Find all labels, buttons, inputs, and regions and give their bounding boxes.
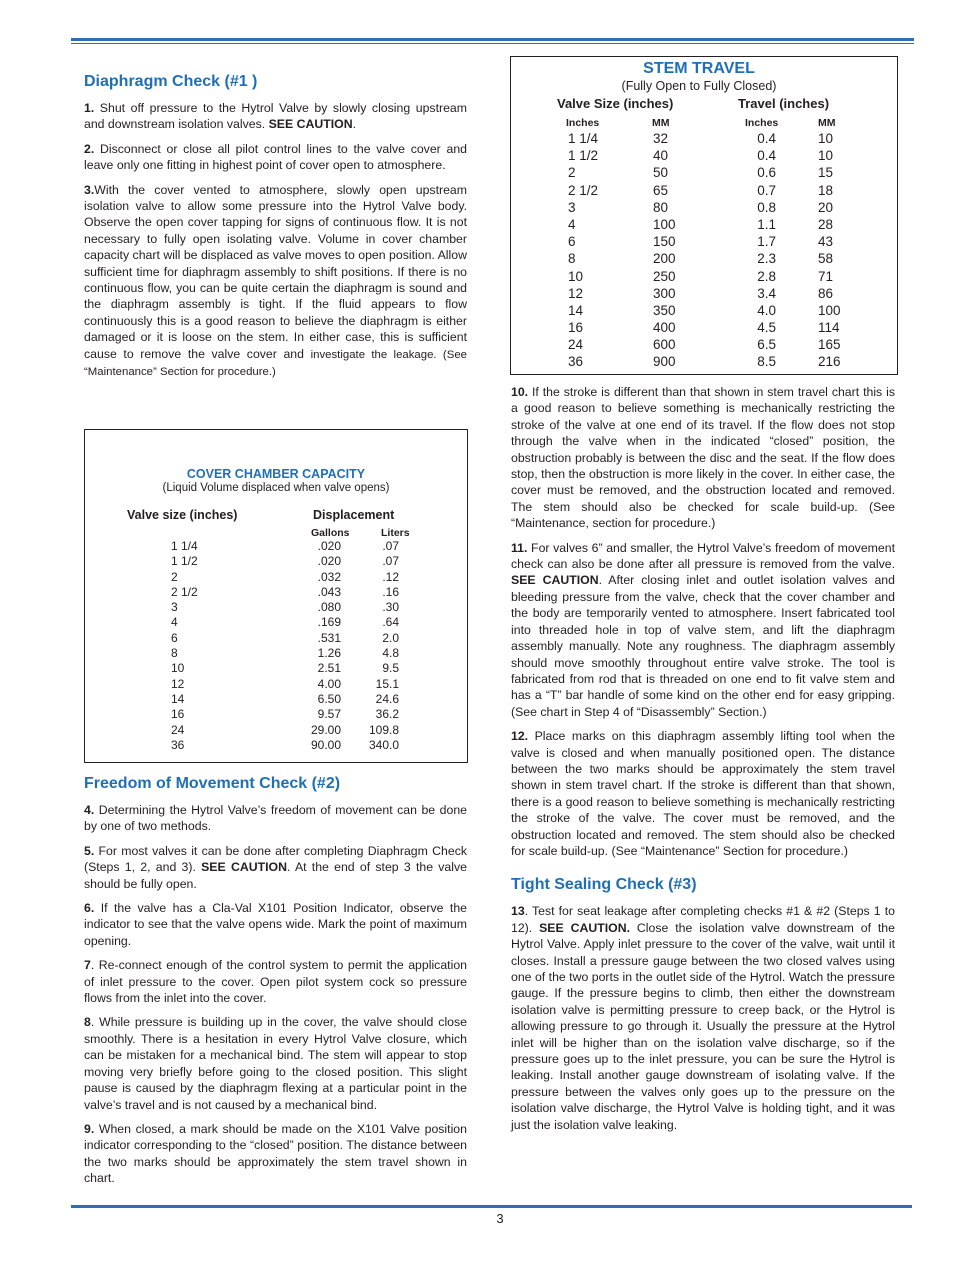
cell-liters: 2.0 — [382, 630, 399, 645]
step-12 — [511, 728, 895, 859]
cell-liters: 15.1 — [375, 676, 399, 691]
cell-valve-size: 8 — [171, 646, 178, 661]
cell-valve-size: 2 — [171, 569, 178, 584]
cell-valve-inches: 6 — [568, 234, 576, 250]
step-text: When closed, a mark should be made on the X101 Valve position indicator corresponding to the “closed” position. The distance between the two marks should be approximately the stem travel shown in chart. — [84, 1121, 467, 1186]
column-header-valve-size: Valve size (inches) — [127, 508, 238, 522]
caution-label: SEE CAUTION — [268, 117, 353, 132]
table-row — [85, 615, 467, 630]
table-row — [511, 302, 897, 319]
step-text: . At the end of step 3 the valve should be fully open. — [84, 860, 467, 891]
cell-valve-size: 1 1/2 — [171, 554, 198, 569]
cell-valve-inches: 2 1/2 — [568, 182, 599, 198]
table-subtitle: (Liquid Volume displaced when valve opens) — [162, 482, 390, 494]
caution-label: SEE CAUTION — [201, 860, 287, 875]
cell-gallons: .169 — [317, 615, 341, 630]
cell-travel-mm: 28 — [818, 216, 834, 232]
table-row — [85, 738, 467, 753]
caution-label: SEE CAUTION — [511, 573, 599, 588]
column-header-valve-size: Valve Size (inches) — [557, 96, 674, 111]
cell-travel-inches: 8.5 — [757, 354, 776, 370]
table-body — [85, 539, 467, 753]
cell-travel-inches: 0.7 — [757, 182, 776, 198]
left-column-lower — [84, 774, 467, 1195]
table-row — [511, 130, 897, 147]
cell-travel-mm: 20 — [818, 199, 834, 215]
cell-gallons: .032 — [317, 569, 341, 584]
table-row — [85, 677, 467, 692]
cell-gallons: .531 — [317, 630, 341, 645]
table-subtitle: (Fully Open to Fully Closed) — [621, 79, 777, 93]
step-text: For most valves it can be done after completing Diaphragm Check (Steps 1, 2, and 3). — [84, 843, 467, 875]
cell-valve-mm: 100 — [653, 216, 676, 232]
table-title: STEM TRAVEL — [643, 60, 755, 77]
cell-valve-inches: 14 — [568, 302, 584, 318]
cell-travel-inches: 3.4 — [757, 285, 776, 301]
step-text: . — [352, 117, 357, 132]
step-number: 7 — [84, 958, 91, 973]
table-row — [85, 631, 467, 646]
cell-valve-mm: 900 — [653, 354, 676, 370]
cell-gallons: .080 — [317, 600, 341, 615]
bottom-rule — [71, 1205, 912, 1208]
cell-valve-size: 36 — [171, 737, 185, 752]
step-number: 2. — [84, 141, 95, 156]
step-number: 10. — [511, 385, 529, 399]
step-text: With the cover vented to atmosphere, slowly open upstream isolation valve to allow some pressure into the Hytrol Valve body. Observe the open cover tapping for signs of continuous flow. It is not necessary to fully open isolating valve. Volume in cover chamber capacity chart will be displaced as valve moves to open position. Allow sufficient time for diaphragm assembly to shift positions. If there is no continuous flow, you can be quite certain the diaphragm is sound and the diaphragm assembly is tight. If the fluid appears to flow continuously this is a good reason to believe the diaphragm is either damaged or it is loose on the stem. In either case, this is sufficient cause to remove the valve cover and — [84, 182, 467, 361]
cell-gallons: 6.50 — [317, 691, 341, 706]
table-row — [85, 692, 467, 707]
cell-valve-mm: 50 — [653, 165, 669, 181]
cell-travel-inches: 2.3 — [757, 251, 776, 267]
cell-valve-inches: 10 — [568, 268, 584, 284]
cell-travel-inches: 4.0 — [757, 302, 776, 318]
step-8 — [84, 1014, 467, 1112]
cell-liters: .30 — [382, 600, 399, 615]
left-column-upper — [84, 72, 467, 389]
table-row — [85, 554, 467, 569]
table-row — [511, 216, 897, 233]
step-2 — [84, 141, 467, 174]
column-header-displacement: Displacement — [313, 508, 395, 522]
cell-travel-mm: 165 — [818, 337, 841, 353]
cell-liters: 36.2 — [375, 707, 399, 722]
cell-valve-size: 2 1/2 — [171, 584, 198, 599]
table-row — [85, 707, 467, 722]
step-text: Determining the Hytrol Valve’s freedom of movement can be done by one of two methods. — [84, 803, 467, 834]
step-3 — [84, 182, 467, 381]
top-rule — [71, 38, 914, 41]
table-row — [511, 285, 897, 302]
table-row — [511, 164, 897, 181]
step-number: 6. — [84, 901, 95, 916]
table-row — [85, 570, 467, 585]
step-1 — [84, 100, 467, 133]
step-number: 9. — [84, 1121, 95, 1136]
cell-gallons: 9.57 — [317, 707, 341, 722]
cell-travel-mm: 10 — [818, 148, 834, 164]
cell-valve-mm: 350 — [653, 302, 676, 318]
cell-valve-inches: 16 — [568, 320, 584, 336]
cell-valve-inches: 12 — [568, 285, 584, 301]
step-number: 3. — [84, 182, 95, 197]
cell-gallons: 29.00 — [310, 722, 341, 737]
cell-valve-size: 6 — [171, 630, 178, 645]
step-number: 13 — [511, 904, 525, 919]
table-row — [511, 319, 897, 336]
top-rule-thin — [71, 43, 914, 44]
table-title: COVER CHAMBER CAPACITY — [186, 467, 366, 481]
table-row — [511, 147, 897, 164]
cell-valve-mm: 600 — [653, 337, 676, 353]
unit-inches: Inches — [745, 117, 779, 129]
table-row — [511, 336, 897, 353]
step-number: 4. — [84, 803, 95, 817]
table-row — [85, 646, 467, 661]
cell-valve-size: 14 — [171, 691, 185, 706]
table-row — [511, 250, 897, 267]
cell-travel-inches: 6.5 — [757, 337, 776, 353]
cell-travel-inches: 4.5 — [757, 320, 776, 336]
cell-liters: 9.5 — [382, 661, 399, 676]
cell-valve-inches: 4 — [568, 216, 576, 232]
step-5 — [84, 843, 467, 892]
step-10 — [511, 384, 895, 532]
step-text: If the valve has a Cla-Val X101 Position Indicator, observe the indicator to see that the valve opens wide. Mark the point of maximum opening. — [84, 901, 467, 948]
cell-travel-mm: 216 — [818, 354, 841, 370]
column-header-travel: Travel (inches) — [738, 96, 830, 111]
unit-mm: MM — [818, 117, 836, 129]
unit-gallons: Gallons — [311, 527, 350, 539]
step-text: Close the isolation valve downstream of the Hytrol Valve. Apply inlet pressure to the cover of the valve, wait until it closes. Install a pressure gauge between the two closed valves using one of the two ports in the outlet side of the Hytrol. Watch the pressure gauge. If the pressure begins to climb, then either the downstream isolation valve is permitting pressure to creep back, or the Hytrol is allowing pressure to go through it. Usually the pressure at the Hytrol inlet will be higher than on the isolation valve discharge, so if the pressure goes up to the inlet pressure, you can be sure the Hytrol is leaking. Install another gauge downstream of isolating valve. If the pressure between the valves only goes up to the pressure on the isolation valve discharge, the Hytrol Valve is holding tight, and it was just the isolation valve leaking. — [511, 920, 895, 1132]
cell-liters: .12 — [382, 569, 399, 584]
step-text: . After closing inlet and outlet isolation valves and bleeding pressure from the valve, check that the cover chamber and the body are temporarily vented to atmosphere. Insert fabricated tool into threaded hole in top of valve stem, and lift the diaphragm assembly manually. Note any roughness. The diaphragm assembly should move smoothly throughout entire valve stroke. The tool is fabricated from rod that is threaded on one end to fit valve stem and has a “T” bar handle of some kind on the other end for easy gripping. (See chart in Step 4 of “Disassembly” Section.) — [511, 573, 895, 719]
step-11 — [511, 540, 895, 720]
cell-gallons: .020 — [317, 554, 341, 569]
cell-valve-size: 4 — [171, 615, 178, 630]
step-number: 8 — [84, 1015, 91, 1030]
cell-valve-inches: 3 — [568, 199, 576, 215]
step-number: 1. — [84, 101, 95, 115]
table-row — [85, 600, 467, 615]
cell-valve-size: 1 1/4 — [171, 539, 198, 553]
table-row — [85, 661, 467, 676]
cell-liters: 4.8 — [382, 646, 399, 661]
cell-travel-inches: 1.1 — [757, 216, 776, 232]
cell-travel-mm: 114 — [818, 320, 840, 336]
table-row — [511, 233, 897, 250]
cell-valve-inches: 24 — [568, 337, 584, 353]
cell-gallons: 90.00 — [310, 737, 341, 752]
cell-valve-size: 10 — [171, 661, 185, 676]
cell-valve-mm: 80 — [653, 199, 669, 215]
cell-valve-inches: 36 — [568, 354, 584, 370]
cell-travel-mm: 58 — [818, 251, 834, 267]
right-column — [511, 384, 895, 1141]
cell-gallons: 2.51 — [317, 661, 341, 676]
step-text: If the stroke is different than that shown in stem travel chart this is a good reason to believe something is mechanically restricting the stroke of the valve at one end of its travel. If the flow does not stop through the valve when in the indicated “closed” position, the obstruction probably is between the disc and the seat. If the flow does stop, then the obstruction is more likely in the cover. In either case, the cover must be removed, and the obstruction located and removed. The stem should also be checked for scale build-up. (See “Maintenance, section for procedure.) — [511, 385, 895, 531]
step-number: 11. — [511, 540, 528, 555]
step-6 — [84, 900, 467, 949]
cell-valve-mm: 200 — [653, 251, 676, 267]
tight-sealing-heading: Tight Sealing Check (#3) — [511, 876, 697, 894]
cell-gallons: .020 — [317, 539, 341, 553]
cell-travel-mm: 100 — [818, 302, 841, 318]
cell-liters: 109.8 — [368, 722, 399, 737]
cell-liters: .07 — [382, 554, 399, 569]
table-row — [511, 182, 897, 199]
step-text: For valves 6” and smaller, the Hytrol Valve’s freedom of movement check can also be done after all pressure is removed from the valve. — [511, 540, 895, 572]
cell-valve-mm: 150 — [653, 234, 676, 250]
cell-gallons: .043 — [317, 584, 341, 599]
cell-travel-inches: 1.7 — [757, 234, 776, 250]
cell-travel-mm: 43 — [818, 234, 834, 250]
cell-travel-inches: 0.8 — [757, 199, 776, 215]
cell-liters: .07 — [382, 539, 399, 553]
cell-valve-inches: 1 1/4 — [568, 131, 599, 146]
table-body — [511, 130, 897, 371]
cell-valve-mm: 400 — [653, 320, 676, 336]
step-number: 5. — [84, 843, 95, 858]
cover-chamber-capacity-table — [84, 429, 468, 763]
cell-valve-mm: 250 — [653, 268, 676, 284]
cell-valve-size: 16 — [171, 707, 185, 722]
cell-valve-inches: 2 — [568, 165, 576, 181]
cell-travel-mm: 18 — [818, 182, 834, 198]
cell-travel-mm: 71 — [818, 268, 834, 284]
stem-travel-table — [510, 56, 898, 375]
cell-valve-size: 12 — [171, 676, 185, 691]
table-row — [85, 539, 467, 554]
cell-valve-inches: 1 1/2 — [568, 148, 599, 164]
cell-liters: .64 — [382, 615, 399, 630]
unit-liters: Liters — [381, 527, 410, 539]
caution-label: SEE CAUTION. — [539, 920, 631, 935]
step-13 — [511, 903, 895, 1133]
cell-valve-mm: 65 — [653, 182, 669, 198]
step-4 — [84, 802, 467, 835]
step-text: . Re-connect enough of the control system to permit the application of inlet pressure to the cover. Open pilot system cock so pressure flows from the inlet into the cover. — [84, 958, 467, 1006]
cell-valve-size: 24 — [171, 722, 185, 737]
cell-valve-mm: 300 — [653, 285, 676, 301]
table-row — [85, 585, 467, 600]
cell-valve-inches: 8 — [568, 251, 576, 267]
step-text-tail: investigate the leakage. (See “Maintenance” Section for procedure.) — [84, 348, 467, 379]
cell-travel-mm: 10 — [818, 131, 834, 146]
cell-travel-mm: 15 — [818, 165, 834, 181]
cell-travel-inches: 0.6 — [757, 165, 776, 181]
cell-travel-mm: 86 — [818, 285, 834, 301]
unit-mm: MM — [652, 117, 670, 129]
table-row — [85, 723, 467, 738]
cell-liters: .16 — [382, 584, 399, 599]
step-7 — [84, 957, 467, 1006]
cell-valve-size: 3 — [171, 600, 178, 615]
cell-travel-inches: 2.8 — [757, 268, 776, 284]
cell-valve-mm: 40 — [653, 148, 669, 164]
cell-travel-inches: 0.4 — [757, 131, 776, 146]
freedom-of-movement-heading: Freedom of Movement Check (#2) — [84, 775, 341, 792]
unit-inches: Inches — [566, 117, 600, 129]
step-text: Disconnect or close all pilot control lines to the valve cover and leave only one fitting in highest point of cover open to atmosphere. — [84, 141, 467, 173]
step-text: Place marks on this diaphragm assembly lifting tool when the valve is closed and when manually positioned open. The distance between the two marks should be approximately the stem travel shown in stem travel chart. If the stroke is different than that shown, there is a good reason to believe something is mechanically restricting the stroke of the valve. The cover must be removed, and the obstruction located and removed. The stem should also be checked for scale build-up. (See “Maintenance” Section for procedure.) — [511, 729, 895, 858]
step-9 — [84, 1121, 467, 1187]
step-text: . Test for seat leakage after completing checks #1 & #2 (Steps 1 to 12). — [511, 904, 895, 935]
step-number: 12. — [511, 729, 529, 744]
step-text: Shut off pressure to the Hytrol Valve by slowly closing upstream and downstream isolation valves. — [84, 101, 467, 132]
cell-travel-inches: 0.4 — [757, 148, 776, 164]
step-text: . While pressure is building up in the cover, the valve should close smoothly. There is a hesitation in every Hytrol Valve closure, which can be mistaken for a mechanical bind. The stem will appear to stop moving very briefly before going to the closed position. This slight pause is caused by the diaphragm flexing at a particular point in the valve’s travel and is not caused by a mechanical bind. — [84, 1015, 467, 1112]
diaphragm-check-heading: Diaphragm Check (#1 ) — [84, 73, 258, 90]
cell-gallons: 1.26 — [317, 646, 341, 661]
table-row — [511, 353, 897, 370]
page-number: 3 — [496, 1211, 504, 1226]
cell-valve-mm: 32 — [653, 131, 669, 146]
cell-gallons: 4.00 — [317, 676, 341, 691]
table-row — [511, 199, 897, 216]
cell-liters: 24.6 — [375, 691, 399, 706]
cell-liters: 340.0 — [368, 737, 399, 752]
table-row — [511, 268, 897, 285]
